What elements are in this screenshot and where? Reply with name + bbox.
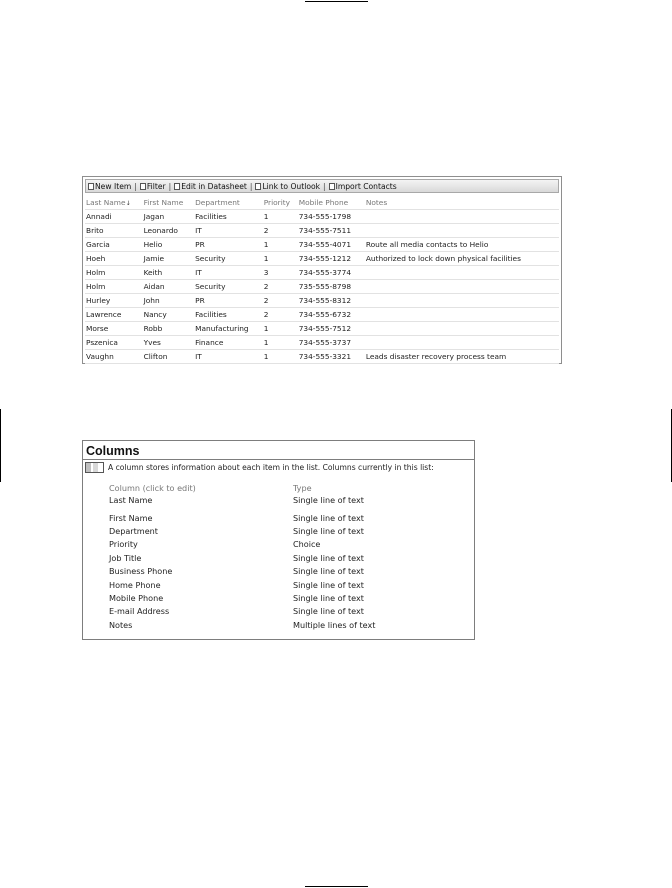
column-name-link[interactable]: Notes [109,619,133,630]
cell-notes [365,210,559,224]
toolbar-separator: | [249,181,253,191]
table-row[interactable] [85,280,559,294]
cell-notes: Route all media contacts to Helio [365,238,559,252]
cell-notes [365,280,559,294]
cell-department: PR [194,238,263,252]
column-name-link[interactable]: Last Name [109,495,153,505]
cell-last-name[interactable]: Holm [85,280,143,294]
link-to-outlook-label: Link to Outlook [262,181,321,191]
link-to-outlook-button[interactable] [255,182,320,191]
column-type-header: Type [293,483,312,493]
columns-section-title: Columns [83,441,474,460]
cell-first-name: Helio [143,238,195,252]
cell-priority: 2 [263,224,298,238]
filter-icon [140,183,146,190]
columns-table-body [109,495,375,632]
table-row[interactable] [85,350,559,364]
cell-notes [365,294,559,308]
cell-first-name: Jagan [143,210,195,224]
table-row[interactable] [85,336,559,350]
column-definition-row [109,538,375,551]
column-type: Single line of text [293,552,364,563]
columns-table-header [109,481,375,495]
cell-priority: 2 [263,280,298,294]
cell-priority: 1 [263,322,298,336]
column-type: Single line of text [293,566,364,577]
cell-department: PR [194,294,263,308]
contacts-table [85,195,559,364]
column-header-label: Last Name [86,197,126,207]
cell-mobile-phone: 734-555-3737 [298,336,365,350]
cell-first-name: Leonardo [143,224,195,238]
filter-button[interactable] [140,182,166,191]
column-name-link[interactable]: Home Phone [109,579,161,590]
import-icon [329,183,335,190]
contacts-list-panel [82,176,562,364]
new-item-label: New Item [95,181,132,191]
page-top-rule [305,1,368,2]
column-header-notes[interactable]: Notes [365,195,559,210]
column-name-link[interactable]: First Name [109,512,153,523]
cell-notes [365,266,559,280]
columns-description: A column stores information about each item in the list. Columns currently in this list: [108,463,434,472]
column-name-link[interactable]: Mobile Phone [109,593,164,604]
column-type: Single line of text [293,512,364,523]
column-header-priority[interactable]: Priority [263,195,298,210]
column-type: Choice [293,539,321,550]
column-definition-row [109,511,375,524]
page-bottom-rule [305,886,368,887]
toolbar-separator: | [134,181,137,191]
cell-priority: 2 [263,294,298,308]
cell-first-name: Nancy [143,308,195,322]
column-header-first-name[interactable]: First Name [143,195,195,210]
cell-department: IT [194,266,263,280]
sort-descending-icon: ↓ [125,199,131,207]
column-definition-row [109,565,375,578]
column-name-link[interactable]: Business Phone [109,566,173,577]
columns-description-row [83,460,474,475]
cell-priority: 2 [263,308,298,322]
cell-notes [365,322,559,336]
column-definition-row [109,618,375,631]
column-name-link[interactable]: Priority [109,539,138,550]
datasheet-icon [174,183,180,190]
cell-last-name[interactable]: Pszenica [85,336,143,350]
cell-first-name: Yves [143,336,195,350]
cell-first-name: Keith [143,266,195,280]
cell-mobile-phone: 734-555-4071 [298,238,365,252]
column-type: Single line of text [293,495,364,505]
table-row[interactable] [85,322,559,336]
cell-mobile-phone: 735-555-8798 [298,280,365,294]
table-header-row [85,195,559,210]
cell-notes: Leads disaster recovery process team [365,350,559,364]
cell-mobile-phone: 734-555-6732 [298,308,365,322]
contacts-table-body [85,210,559,364]
column-header-department[interactable]: Department [194,195,263,210]
cell-notes [365,308,559,322]
cell-mobile-phone: 734-555-1798 [298,210,365,224]
cell-department: Manufacturing [194,322,263,336]
cell-last-name[interactable]: Vaughn [85,350,143,364]
cell-first-name: John [143,294,195,308]
edit-in-datasheet-label: Edit in Datasheet [181,181,247,191]
column-type: Single line of text [293,593,364,604]
columns-settings-panel [82,440,475,640]
column-type: Single line of text [293,579,364,590]
cell-mobile-phone: 734-555-1212 [298,252,365,266]
cell-first-name: Robb [143,322,195,336]
table-row[interactable] [85,252,559,266]
table-row[interactable] [85,224,559,238]
column-definition-row [109,578,375,591]
cell-priority: 1 [263,252,298,266]
cell-last-name[interactable]: Hurley [85,294,143,308]
cell-notes [365,224,559,238]
filter-label: Filter [146,181,166,191]
column-name-link[interactable]: E-mail Address [109,606,170,617]
cell-last-name[interactable]: Brito [85,224,143,238]
outlook-icon [255,183,261,190]
cell-last-name[interactable]: Morse [85,322,143,336]
column-definition-row [109,495,375,511]
cell-first-name: Aidan [143,280,195,294]
toolbar-separator: | [323,181,326,191]
cell-last-name[interactable]: Lawrence [85,308,143,322]
cell-department: IT [194,350,263,364]
column-name-link[interactable]: Department [109,526,158,537]
cell-priority: 3 [263,266,298,280]
cell-notes: Authorized to lock down physical facilities [365,252,559,266]
table-row[interactable] [85,266,559,280]
cell-last-name[interactable]: Hoeh [85,252,143,266]
cell-priority: 1 [263,336,298,350]
new-item-icon [88,183,94,190]
column-type: Multiple lines of text [293,619,376,630]
column-name-link[interactable]: Job Title [109,552,142,563]
cell-department: Facilities [194,210,263,224]
cell-last-name[interactable]: Garcia [85,238,143,252]
new-item-button[interactable] [88,182,131,191]
cell-mobile-phone: 734-555-3774 [298,266,365,280]
table-row[interactable] [85,238,559,252]
cell-notes [365,336,559,350]
cell-priority: 1 [263,350,298,364]
column-definition-row [109,524,375,537]
columns-table [109,481,375,632]
toolbar-separator: | [168,181,172,191]
page-left-margin-bar [0,409,1,482]
cell-mobile-phone: 734-555-7512 [298,322,365,336]
cell-mobile-phone: 734-555-8312 [298,294,365,308]
table-row[interactable] [85,210,559,224]
list-toolbar [85,179,559,193]
column-definition-row [109,551,375,564]
list-columns-icon [85,462,104,473]
cell-priority: 1 [263,210,298,224]
cell-department: Security [194,280,263,294]
cell-last-name[interactable]: Annadi [85,210,143,224]
column-definition-row [109,591,375,604]
column-header-last-name[interactable] [85,195,143,210]
import-contacts-button[interactable] [329,182,397,191]
table-row[interactable] [85,294,559,308]
table-row[interactable] [85,308,559,322]
cell-first-name: Clifton [143,350,195,364]
cell-first-name: Jamie [143,252,195,266]
cell-department: Security [194,252,263,266]
column-type: Single line of text [293,606,364,617]
import-contacts-label: Import Contacts [335,181,397,191]
cell-mobile-phone: 734-555-3321 [298,350,365,364]
column-name-header: Column (click to edit) [109,483,196,493]
cell-department: IT [194,224,263,238]
edit-in-datasheet-button[interactable] [174,182,247,191]
cell-priority: 1 [263,238,298,252]
cell-mobile-phone: 734-555-7511 [298,224,365,238]
cell-last-name[interactable]: Holm [85,266,143,280]
cell-department: Finance [194,336,263,350]
column-header-mobile-phone[interactable]: Mobile Phone [298,195,365,210]
column-definition-row [109,605,375,618]
cell-department: Facilities [194,308,263,322]
column-type: Single line of text [293,526,364,537]
